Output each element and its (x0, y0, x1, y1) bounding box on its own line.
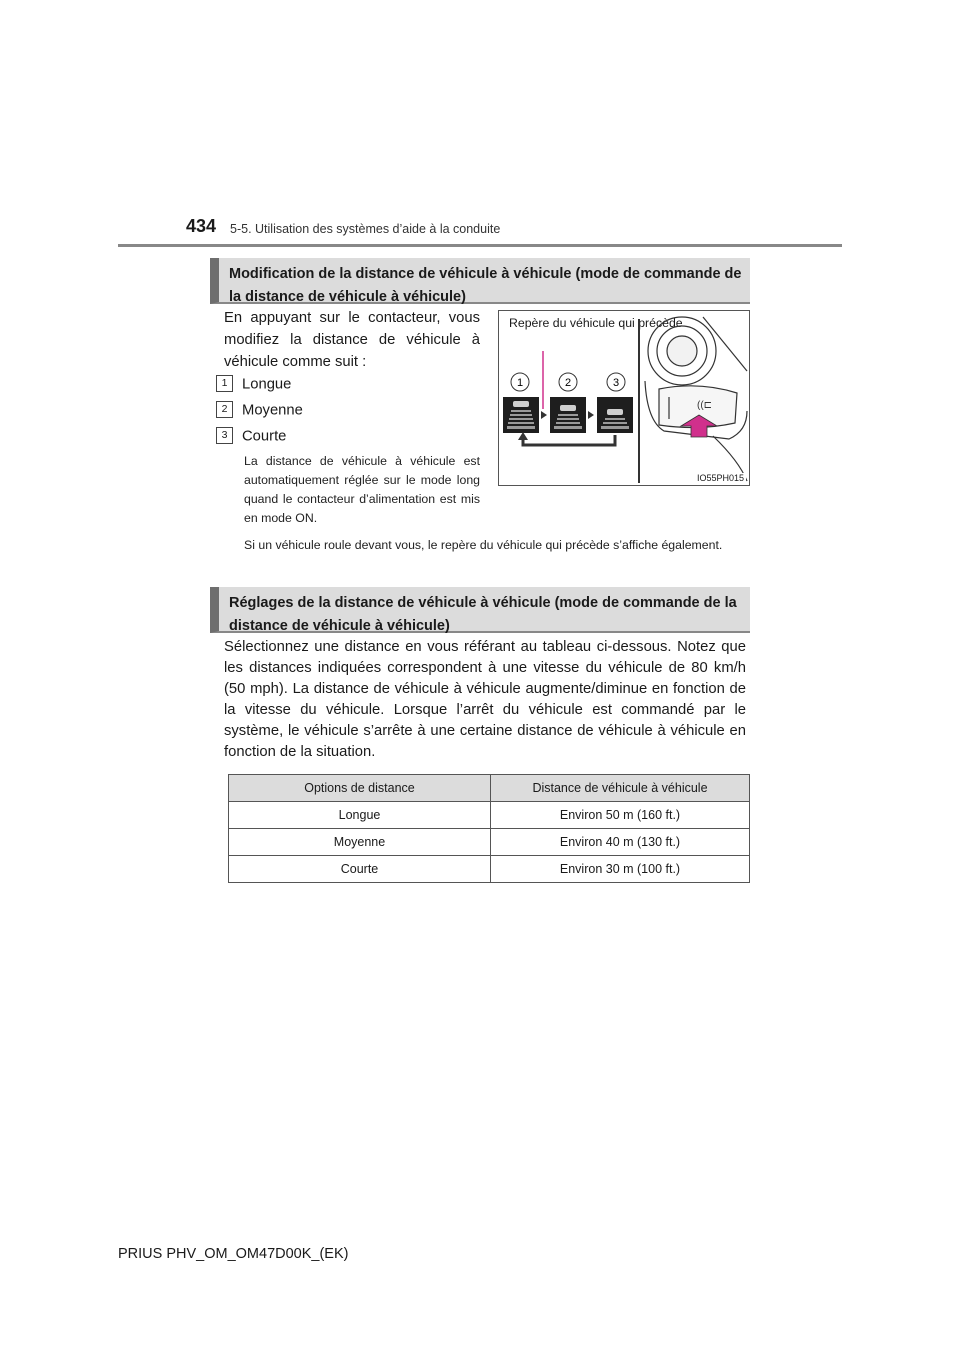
table-row (229, 802, 750, 829)
arrow-right-icon (588, 411, 594, 419)
table-cell: Environ 50 m (160 ft.) (491, 802, 750, 829)
header-rule (118, 244, 842, 247)
option-item-longue (216, 376, 291, 393)
cycle-return-arrow (523, 435, 615, 445)
display-panel-short (597, 397, 633, 433)
section-title: 5-5. Utilisation des systèmes d’aide à la conduite (230, 222, 501, 236)
figure-code: IO55PH015 (696, 473, 744, 483)
table-cell: Courte (229, 856, 491, 883)
display-panel-long (503, 397, 539, 433)
distance-table (228, 774, 750, 883)
table-row (229, 856, 750, 883)
table-cell: Environ 40 m (130 ft.) (491, 829, 750, 856)
intro-paragraph: En appuyant sur le contacteur, vous modifiez la distance de véhicule à véhicule comme suit : (224, 310, 480, 370)
table-cell: Environ 30 m (100 ft.) (491, 856, 750, 883)
arrow-right-icon (541, 411, 547, 419)
display-panel-medium (550, 397, 586, 433)
option-label: Courte (242, 428, 287, 445)
table-header-row (229, 775, 750, 802)
page-number: 434 (186, 216, 217, 236)
marker-3-text: 3 (612, 377, 620, 389)
table-cell: Moyenne (229, 829, 491, 856)
section-heading-distance-settings: Réglages de la distance de véhicule à véhicule (mode de commande de la distance de véhicule à véhicule) (210, 587, 750, 633)
note-default-mode: La distance de véhicule à véhicule est automatiquement réglée sur le mode long quand le contacteur d’alimentation est mis en mode ON. (244, 454, 480, 525)
option-item-moyenne (216, 402, 303, 419)
section-heading-distance-modification: Modification de la distance de véhicule à véhicule (mode de commande de la distance de véhicule à véhicule) (210, 258, 750, 304)
distance-switch-illustration (498, 310, 750, 486)
arrow-up-icon (518, 432, 528, 440)
option-item-courte (216, 428, 286, 445)
table-cell: Longue (229, 802, 491, 829)
footer-document-code: PRIUS PHV_OM_OM47D00K_(EK) (118, 1246, 349, 1262)
option-label: Moyenne (242, 402, 303, 419)
option-number-badge: 1 (216, 375, 233, 392)
option-number-badge: 3 (216, 427, 233, 444)
table-header-cell: Distance de véhicule à véhicule (491, 775, 750, 802)
marker-2-text: 2 (564, 377, 572, 389)
illustration-drawing (499, 311, 749, 485)
option-label: Longue (242, 376, 292, 393)
option-number-badge: 2 (216, 401, 233, 418)
steering-wheel-switch-drawing (645, 317, 747, 481)
settings-paragraph: Sélectionnez une distance en vous référant au tableau ci-dessous. Notez que les distances indiquées correspondent à une vitesse du véhicule de 80 km/h (50 mph). La distance de véhicule à véhicule augmente/diminue en fonction de la vitesse du véhicule. Lorsque l’arrêt du véhicule est commandé par le système, le véhicule s’arrête à une certaine distance de véhicule à véhicule en fonction de la situation. (224, 639, 746, 760)
distance-switch-icon: ((⊏ (697, 400, 713, 411)
table-header-cell: Options de distance (229, 775, 491, 802)
note-preceding-vehicle: Si un véhicule roule devant vous, le repère du véhicule qui précède s’affiche également. (244, 538, 723, 552)
table-row (229, 829, 750, 856)
figure-callout-label: Repère du véhicule qui précède (509, 316, 683, 330)
marker-1-text: 1 (516, 377, 524, 389)
